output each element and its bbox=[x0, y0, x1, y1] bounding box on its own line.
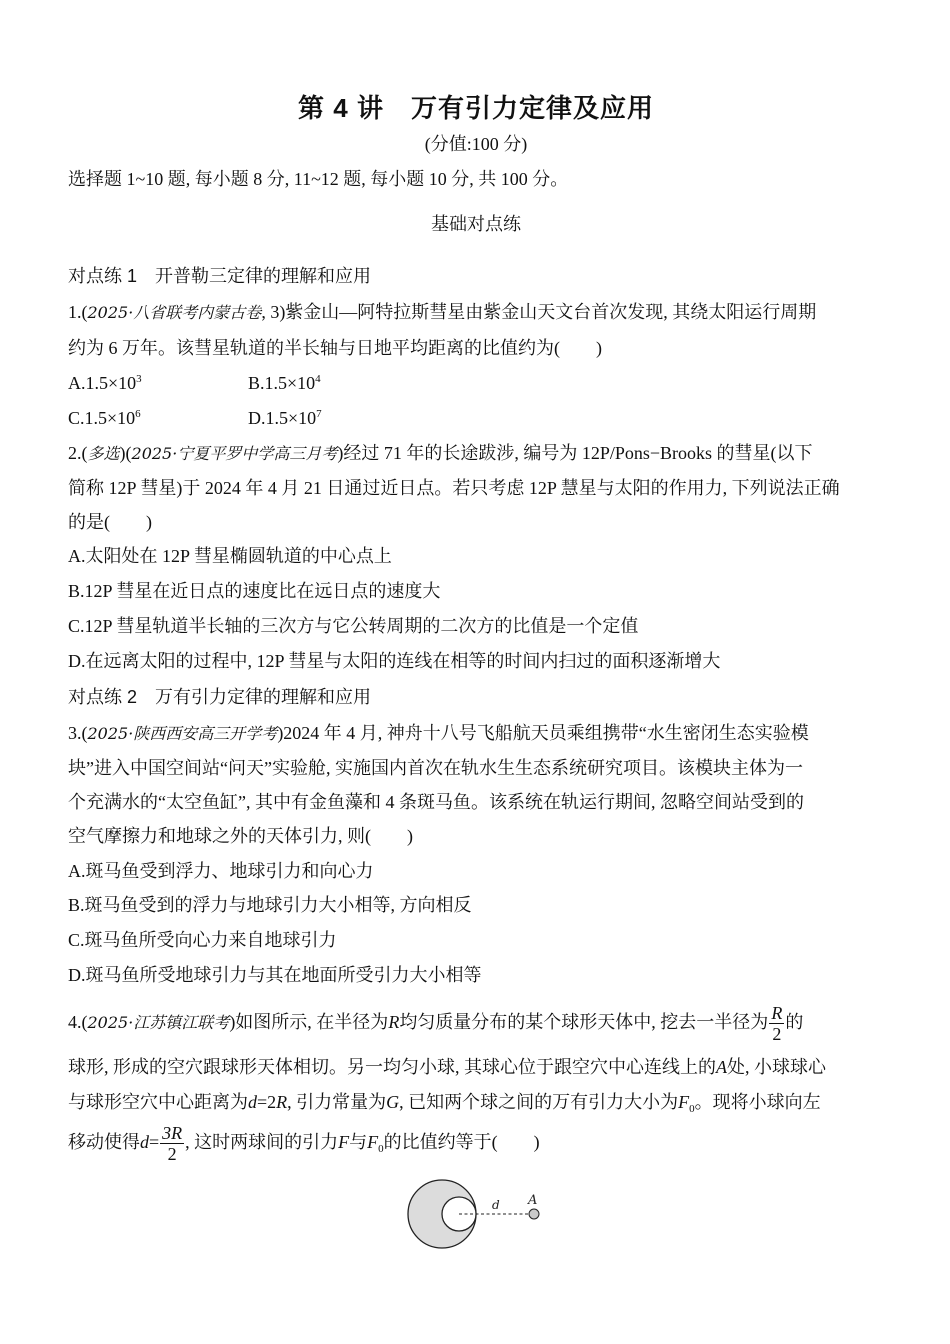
q2-line3: 的是( ) bbox=[68, 512, 152, 532]
q2-tag: 多选 bbox=[87, 444, 120, 463]
q2-text: )经过 71 年的长途跋涉, 编号为 12P/Pons−Brooks 的彗星(以下 bbox=[337, 443, 813, 463]
q3-line2: 块”进入中国空间站“问天”实验舱, 实施国内首次在轨水生生态系统研究项目。该模块主体为一 bbox=[68, 758, 803, 778]
q3-text: )2024 年 4 月, 神舟十八号飞船航天员乘组携带“水生密闭生态实验模 bbox=[277, 723, 809, 743]
q2-option-b: B.12P 彗星在近日点的速度比在远日点的速度大 bbox=[68, 581, 441, 601]
part1-heading bbox=[68, 264, 371, 288]
q2-line2: 简称 12P 彗星)于 2024 年 4 月 21 日通过近日点。若只考虑 12P 慧星与太阳的作用力, 下列说法正确 bbox=[68, 478, 840, 498]
q3-option-c: C.斑马鱼所受向心力来自地球引力 bbox=[68, 930, 337, 950]
part2-label: 对点练 2 bbox=[68, 687, 138, 707]
q1-number: 1.( bbox=[68, 302, 88, 322]
q4-line4: 移动使得d= $\frac{3R}{2}$ , 这时两球间的引力F与$F_0$的比值约等于( ) bbox=[68, 1123, 540, 1165]
q3-line4: 空气摩擦力和地球之外的天体引力, 则( ) bbox=[68, 826, 413, 846]
q1-option-d: $D.1.5\times 10^7$ bbox=[248, 408, 322, 428]
part1-label: 对点练 1 bbox=[68, 266, 138, 286]
q4-number: 4.( bbox=[68, 1012, 88, 1032]
q4-figure bbox=[400, 1178, 550, 1254]
q3-option-a: A.斑马鱼受到浮力、地球引力和向心力 bbox=[68, 861, 374, 881]
q1-option-b: $B.1.5\times 10^4$ bbox=[248, 373, 321, 393]
part2-title: 万有引力定律的理解和应用 bbox=[155, 687, 372, 707]
figure-label-a: A bbox=[528, 1193, 538, 1208]
q1-option-c: $C.1.5\times 10^6$ bbox=[68, 408, 141, 428]
q2-option-c: C.12P 彗星轨道半长轴的三次方与它公转周期的二次方的比值是一个定值 bbox=[68, 616, 639, 636]
q4-line2: 球形, 形成的空穴跟球形天体相切。另一均匀小球, 其球心位于跟空穴中心连线上的A处, 小球球心 bbox=[68, 1057, 826, 1077]
q3-number: 3.( bbox=[68, 723, 88, 743]
score-note: (分值:100 分) bbox=[424, 134, 528, 154]
fraction-3r-over-2: $\frac{3R}{2}$ bbox=[162, 1123, 183, 1165]
part1-title: 开普勒三定律的理解和应用 bbox=[155, 266, 372, 286]
q3-source: 2025·陕西西安高三开学考 bbox=[87, 724, 278, 743]
part2-heading bbox=[68, 685, 371, 709]
q3-line1 bbox=[68, 721, 809, 746]
page-title: 第 4 讲 万有引力定律及应用 bbox=[298, 93, 654, 123]
q3-option-d: D.斑马鱼所受地球引力与其在地面所受引力大小相等 bbox=[68, 965, 482, 985]
q1-option-a: $A.1.5\times 10^3$ bbox=[68, 373, 142, 393]
q2-line1: 2.(多选)(2025·宁夏平罗中学高三月考)经过 71 年的长途跋涉, 编号为 12P/Pons−Brooks 的彗星(以下 bbox=[68, 443, 813, 463]
q3-line3: 个充满水的“太空鱼缸”, 其中有金鱼藻和 4 条斑马鱼。该系统在轨运行期间, 忽略空间站受到的 bbox=[68, 792, 804, 812]
q2-source: 2025·宁夏平罗中学高三月考 bbox=[131, 444, 338, 463]
q4-line3: 与球形空穴中心距离为d=2R, 引力常量为G, 已知两个球之间的万有引力大小为$F_0$。现将小球向左 bbox=[68, 1092, 821, 1115]
q1-text: 约为 6 万年。该彗星轨道的半长轴与日地平均距离的比值约为( bbox=[68, 338, 560, 358]
q1-line1 bbox=[68, 300, 816, 325]
q3-option-b: B.斑马鱼受到的浮力与地球引力大小相等, 方向相反 bbox=[68, 895, 472, 915]
q1-options-row1 bbox=[68, 371, 468, 395]
section-heading: 基础对点练 bbox=[431, 214, 521, 234]
small-ball bbox=[529, 1209, 539, 1219]
fraction-r-over-2: $\frac{R}{2}$ bbox=[771, 1003, 783, 1045]
figure-label-d: d bbox=[492, 1198, 500, 1212]
instructions: 选择题 1~10 题, 每小题 8 分, 11~12 题, 每小题 10 分, 共 100 分。 bbox=[68, 169, 569, 189]
q2-option-a: A.太阳处在 12P 彗星椭圆轨道的中心点上 bbox=[68, 546, 392, 566]
q4-source: 2025·江苏镇江联考 bbox=[87, 1013, 230, 1032]
q1-bracket: ) bbox=[596, 338, 602, 358]
q2-number: 2.( bbox=[68, 443, 88, 463]
q4-line1: 4.(2025·江苏镇江联考)如图所示, 在半径为R均匀质量分布的某个球形天体中, 挖去一半径为 $\frac{R}{2}$ 的 bbox=[68, 1003, 804, 1045]
q1-source: 2025·八省联考内蒙古卷 bbox=[87, 303, 262, 322]
q2-option-d: D.在远离太阳的过程中, 12P 彗星与太阳的连线在相等的时间内扫过的面积逐渐增大 bbox=[68, 651, 721, 671]
q1-text: , 3)紫金山—阿特拉斯彗星由紫金山天文台首次发现, 其绕太阳运行周期 bbox=[261, 302, 817, 322]
q1-line2 bbox=[68, 336, 602, 360]
q1-options-row2 bbox=[68, 406, 468, 430]
